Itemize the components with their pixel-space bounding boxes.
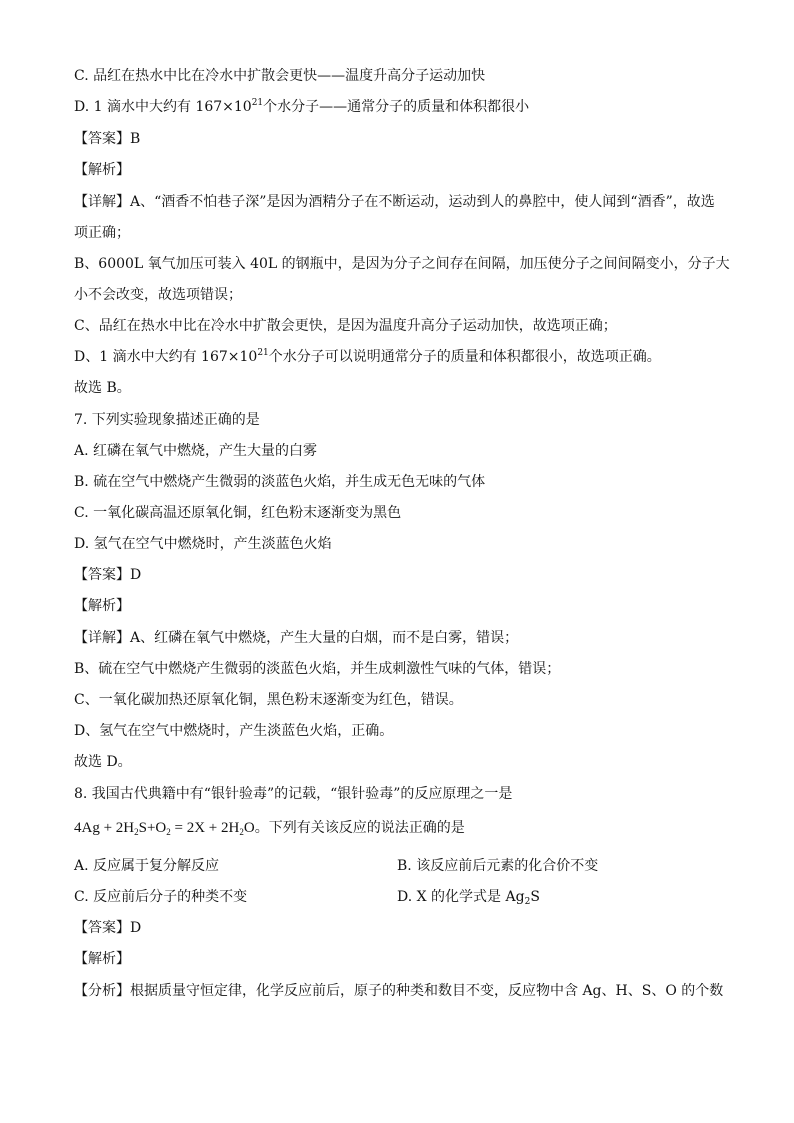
q6-option-d	[74, 97, 529, 117]
q8-option-d-post: S	[530, 889, 540, 905]
eq-sub-2: 2	[166, 827, 171, 837]
q6-option-d-exp: 21	[251, 98, 264, 108]
q8-options-row2	[74, 887, 714, 907]
q7-detail-d: D、氢气在空气中燃烧时，产生淡蓝色火焰，正确。	[74, 723, 394, 739]
q6-detail-a-line2: 项正确；	[74, 225, 130, 241]
eq-sub-3: 2	[239, 827, 244, 837]
q7-answer: 【答案】D	[74, 567, 142, 583]
q7-analysis-title: 【解析】	[74, 598, 130, 614]
q7-option-b: B. 硫在空气中燃烧产生微弱的淡蓝色火焰，并生成无色无味的气体	[74, 474, 486, 490]
eq-part-1: 4Ag + 2H	[74, 820, 135, 836]
q6-conclusion: 故选 B。	[74, 380, 131, 396]
q7-option-d: D. 氢气在空气中燃烧时，产生淡蓝色火焰	[74, 536, 332, 552]
q6-analysis-title: 【解析】	[74, 162, 130, 178]
q6-option-d-post: 个水分子——通常分子的质量和体积都很小	[263, 99, 530, 115]
q8-stem-line1: 8. 我国古代典籍中有“银针验毒”的记载，“银针验毒”的反应原理之一是	[74, 786, 513, 802]
eq-sub-1: 2	[134, 827, 139, 837]
q7-detail-c: C、一氧化碳加热还原氧化铜，黑色粉末逐渐变为红色，错误。	[74, 692, 463, 708]
q7-stem: 7. 下列实验现象描述正确的是	[74, 412, 260, 428]
q6-detail-d-post: 个水分子可以说明通常分子的质量和体积都很小，故选项正确。	[268, 349, 661, 365]
q7-option-c: C. 一氧化碳高温还原氧化铜，红色粉末逐渐变为黑色	[74, 505, 402, 521]
q6-option-d-pre: D. 1 滴水中大约有 167×10	[74, 99, 252, 115]
q8-option-c: C. 反应前后分子的种类不变	[74, 889, 248, 905]
q6-detail-d	[74, 347, 661, 367]
q7-conclusion: 故选 D。	[74, 754, 132, 770]
q6-answer: 【答案】B	[74, 131, 141, 147]
q8-option-b: B. 该反应前后元素的化合价不变	[397, 858, 599, 874]
q8-option-d	[397, 887, 540, 907]
q6-detail-b-line2: 小不会改变，故选项错误；	[74, 287, 242, 303]
q8-analysis-title: 【解析】	[74, 951, 130, 967]
q8-answer: 【答案】D	[74, 920, 142, 936]
q8-equation	[74, 820, 255, 836]
q6-detail-d-pre: D、1 滴水中大约有 167×10	[74, 349, 258, 365]
eq-part-3: = 2X + 2H	[170, 820, 240, 836]
q8-option-a: A. 反应属于复分解反应	[74, 858, 220, 874]
q8-analysis: 【分析】根据质量守恒定律，化学反应前后，原子的种类和数目不变，反应物中含 Ag、H、S、O 的个数	[74, 983, 724, 999]
q8-stem-line2	[74, 818, 465, 838]
q6-detail-c: C、品红在热水中比在冷水中扩散会更快，是因为温度升高分子运动加快，故选项正确；	[74, 318, 617, 334]
eq-part-2: S+O	[138, 820, 167, 836]
q6-detail-a-line1: 【详解】A、“酒香不怕巷子深”是因为酒精分子在不断运动，运动到人的鼻腔中，使人闻到“酒香”，故选	[74, 194, 715, 210]
eq-part-4: O	[243, 820, 255, 836]
q8-option-d-pre: D. X 的化学式是 Ag	[397, 889, 525, 905]
q6-detail-b-line1: B、6000L 氧气加压可装入 40L 的钢瓶中，是因为分子之间存在间隔，加压使分子之间间隔变小，分子大	[74, 256, 730, 272]
q6-option-c: C. 品红在热水中比在冷水中扩散会更快——温度升高分子运动加快	[74, 68, 486, 84]
q7-detail-a: 【详解】A、红磷在氧气中燃烧，产生大量的白烟，而不是白雾，错误；	[74, 630, 519, 646]
q7-detail-b: B、硫在空气中燃烧产生微弱的淡蓝色火焰，并生成刺激性气味的气体，错误；	[74, 661, 561, 677]
q8-options-row1	[74, 856, 714, 876]
q8-stem-line2-text: 。下列有关该反应的说法正确的是	[254, 820, 465, 836]
q6-detail-d-exp: 21	[257, 348, 269, 358]
q7-option-a: A. 红磷在氧气中燃烧，产生大量的白雾	[74, 443, 318, 459]
q8-option-d-sub: 2	[524, 897, 531, 907]
